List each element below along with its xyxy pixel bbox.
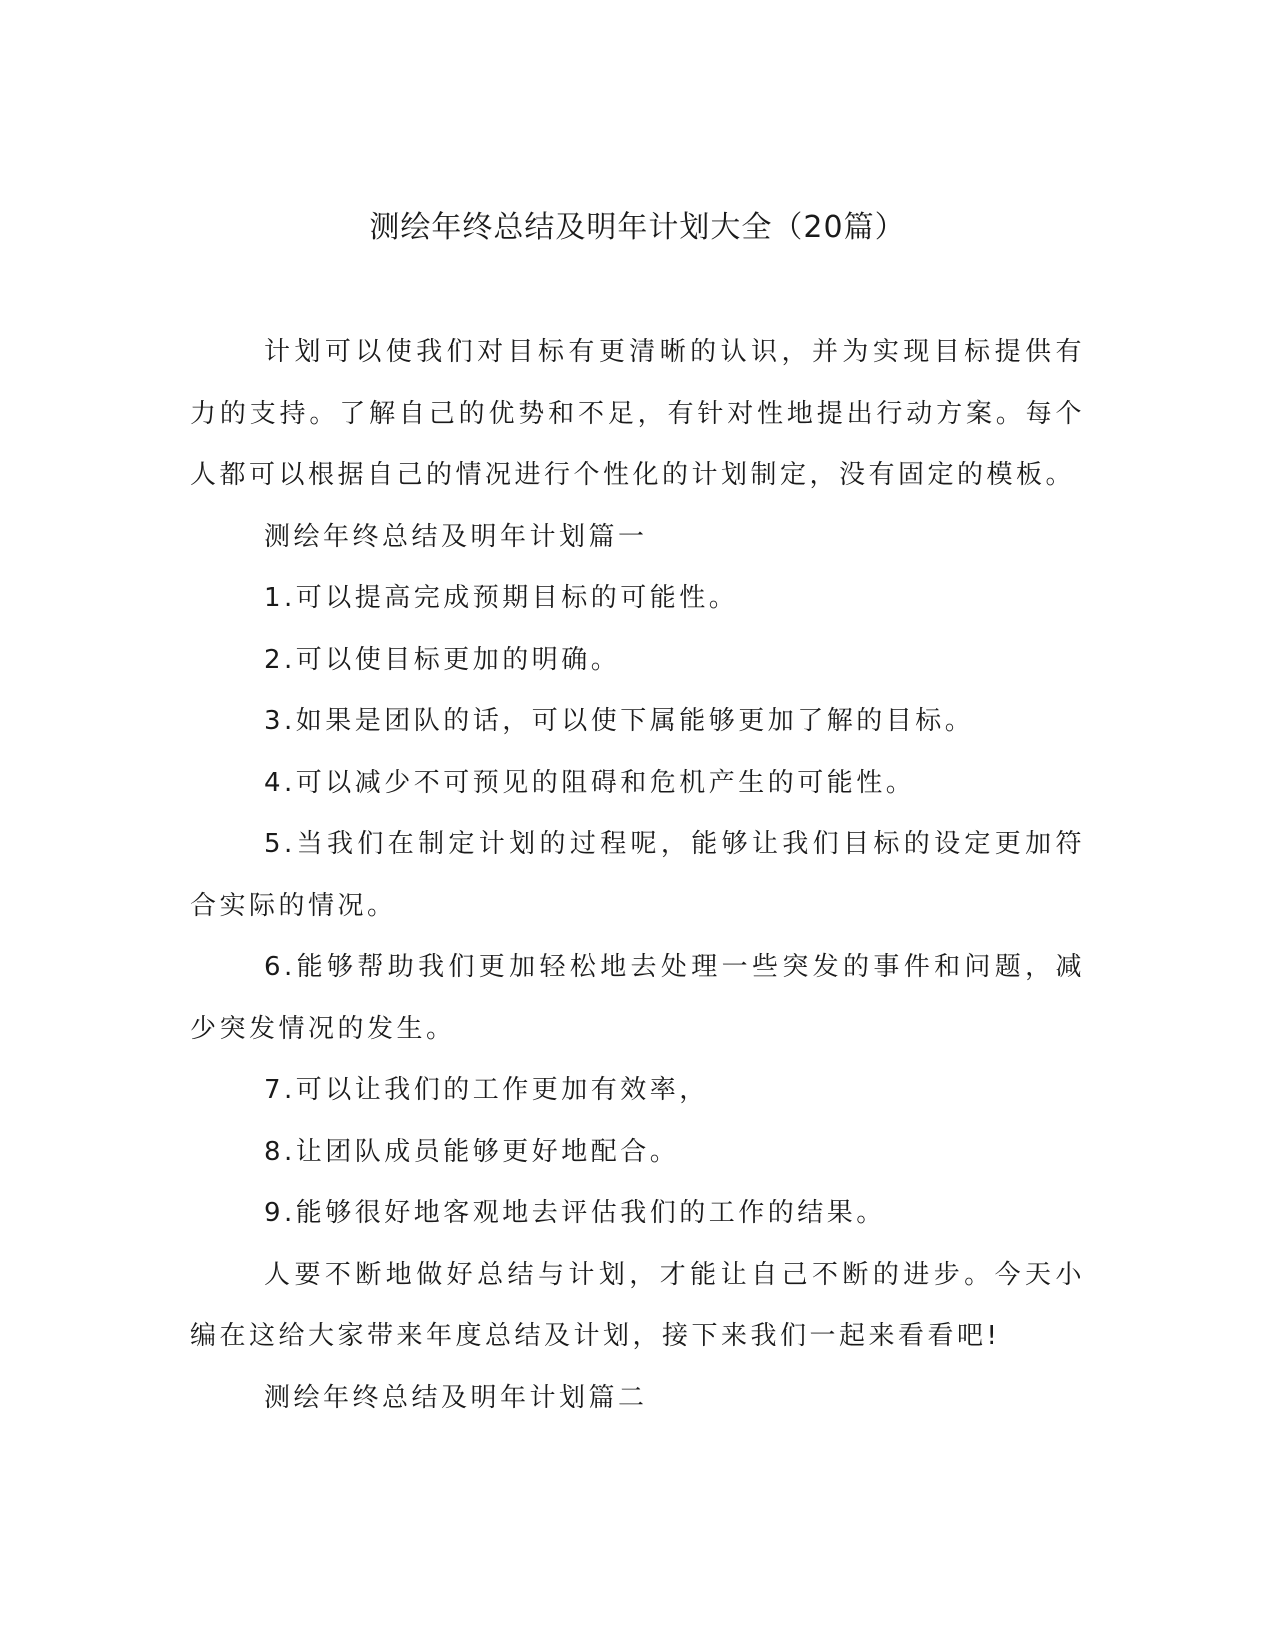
section-heading-2: 测绘年终总结及明年计划篇二 <box>264 1382 648 1413</box>
list-item-7: 7.可以让我们的工作更加有效率， <box>264 1075 709 1105</box>
list-item-1: 1.可以提高完成预期目标的可能性。 <box>264 583 739 613</box>
document-title: 测绘年终总结及明年计划大全（20篇） <box>369 210 906 245</box>
document-body <box>190 322 1085 1429</box>
section-heading-1: 测绘年终总结及明年计划篇一 <box>264 521 648 552</box>
closing-paragraph: 人要不断地做好总结与计划，才能让自己不断的进步。今天小编在这给大家带来年度总结及计划，接下来我们一起来看看吧! <box>190 1259 1085 1351</box>
intro-paragraph: 计划可以使我们对目标有更清晰的认识，并为实现目标提供有力的支持。了解自己的优势和不足，有针对性地提出行动方案。每个人都可以根据自己的情况进行个性化的计划制定，没有固定的模板。 <box>190 337 1085 490</box>
list-item-2: 2.可以使目标更加的明确。 <box>264 644 621 675</box>
list-item-3: 3.如果是团队的话，可以使下属能够更加了解的目标。 <box>264 706 975 736</box>
list-item-4: 4.可以减少不可预见的阻碍和危机产生的可能性。 <box>264 767 916 798</box>
list-item-9: 9.能够很好地客观地去评估我们的工作的结果。 <box>264 1198 886 1228</box>
list-item-6: 6.能够帮助我们更加轻松地去处理一些突发的事件和问题，减少突发情况的发生。 <box>190 952 1085 1044</box>
list-item-5: 5.当我们在制定计划的过程呢，能够让我们目标的设定更加符合实际的情况。 <box>190 829 1085 921</box>
list-item-8: 8.让团队成员能够更好地配合。 <box>264 1136 680 1167</box>
